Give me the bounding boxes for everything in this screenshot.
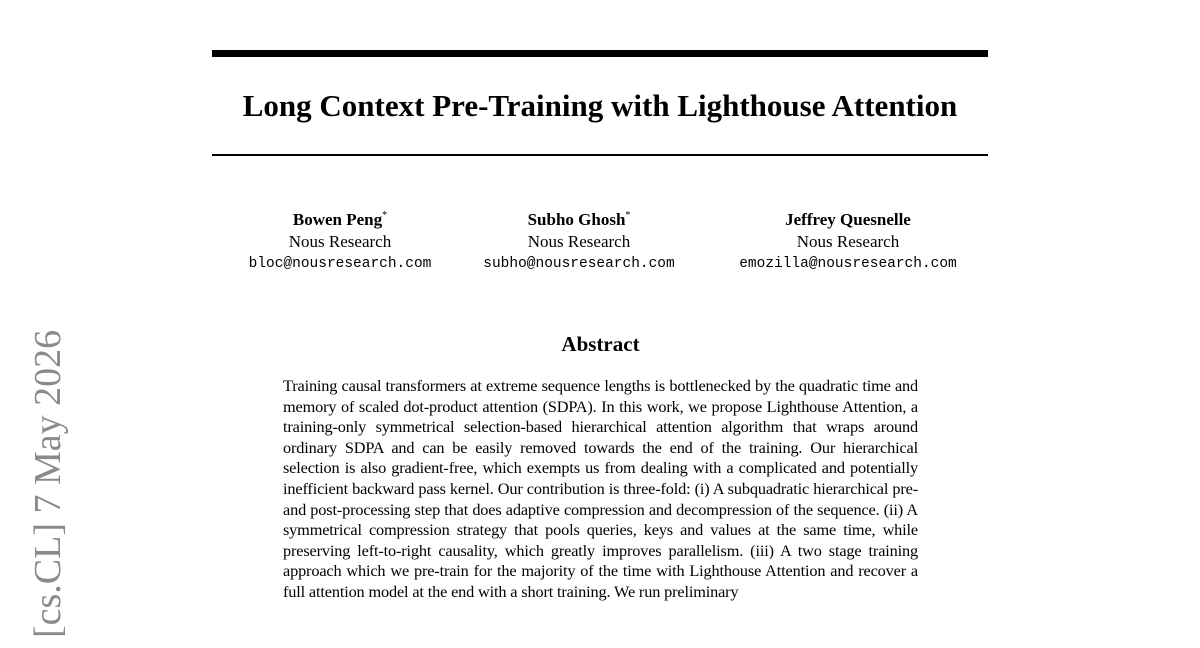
paper-title: Long Context Pre-Training with Lighthouse Attention <box>242 88 958 123</box>
author-name <box>467 209 691 231</box>
author-name-text: Jeffrey Quesnelle <box>785 210 911 229</box>
author-affiliation: Nous Research <box>288 232 392 251</box>
author-name <box>712 209 984 231</box>
author-block <box>467 209 691 275</box>
title-bottom-rule <box>212 154 988 156</box>
author-name-text: Subho Ghosh <box>527 210 626 229</box>
title-top-rule <box>212 50 988 57</box>
equal-contribution-mark: * <box>625 210 631 221</box>
arxiv-side-stamp <box>22 330 74 648</box>
equal-contribution-mark: * <box>382 210 388 221</box>
author-name-text: Bowen Peng <box>292 210 383 229</box>
abstract-text: Training causal transformers at extreme sequence lengths is bottlenecked by the quadratic time and memory of scaled dot-product attention (SDPA). In this work, we propose Lighthouse Attention, a training-only symmetrical selection-based hierarchical attention algorithm that wraps around ordinary SDPA and can be easily removed towards the end of the training. Our hierarchical selection is also gradient-free, which exempts us from dealing with a complicated and potentially inefficient backward pass kernel. Our contribution is three-fold: (i) A subquadratic hierarchical pre- and post-processing step that does adaptive compression and decompression of the sequence. (ii) A symmetrical compression strategy that pools queries, keys and values at the same time, while preserving left-to-right causality, which greatly improves parallelism. (iii) A two stage training approach which we pre-train for the majority of the time with Lighthouse Attention and recover a full attention model at the end with a short training. We run preliminary <box>283 376 918 601</box>
author-affiliation: Nous Research <box>796 232 900 251</box>
abstract-heading: Abstract <box>561 332 640 356</box>
author-email[interactable]: subho@nousresearch.com <box>483 256 675 272</box>
arxiv-stamp-text: [cs.CL] 7 May 2026 <box>27 330 69 639</box>
author-email[interactable]: emozilla@nousresearch.com <box>739 256 957 272</box>
author-block <box>214 209 466 275</box>
author-affiliation: Nous Research <box>527 232 631 251</box>
author-block <box>712 209 984 275</box>
author-email[interactable]: bloc@nousresearch.com <box>248 256 432 272</box>
author-name <box>214 209 466 231</box>
